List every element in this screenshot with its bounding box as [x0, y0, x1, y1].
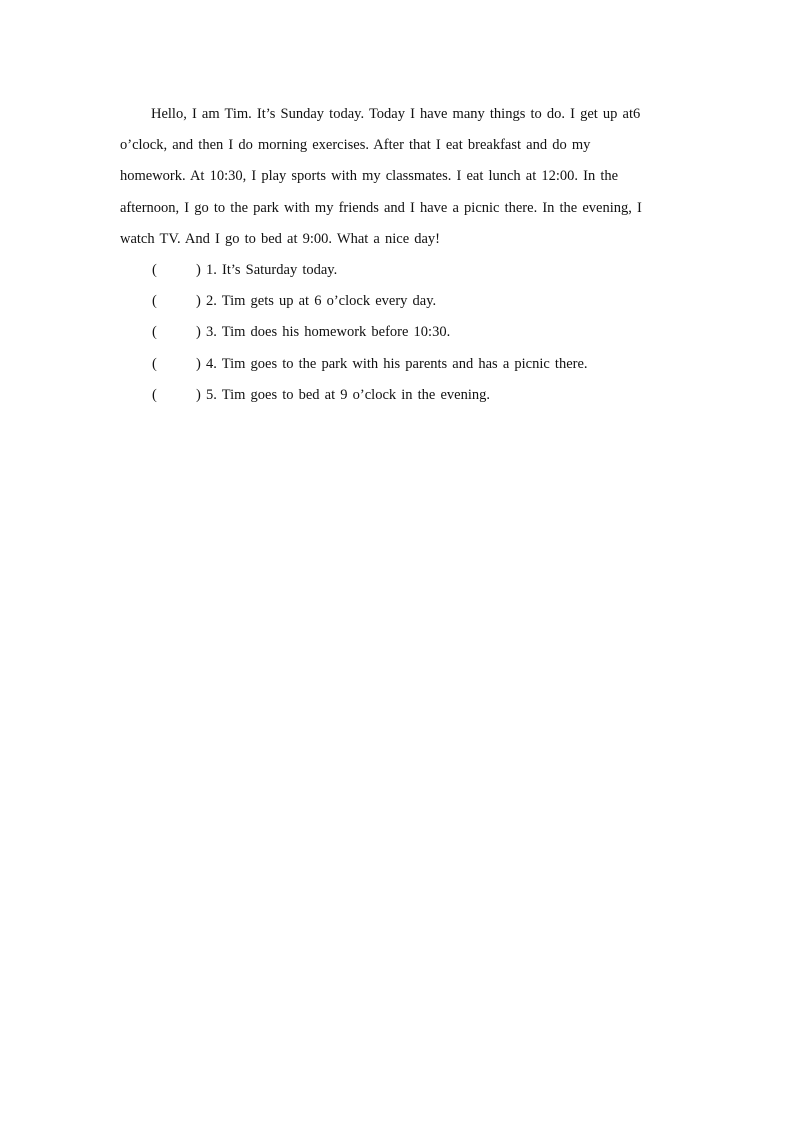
answer-blank-open: ( — [152, 386, 157, 403]
question-text: 5. Tim goes to bed at 9 o’clock in the evening. — [206, 386, 491, 403]
answer-blank-close: ) — [196, 293, 201, 310]
true-false-questions — [152, 255, 672, 411]
passage-line: watch TV. And I go to bed at 9:00. What a nice day! — [120, 230, 441, 247]
passage-line: Hello, I am Tim. It’s Sunday today. Today I have many things to do. I get up at6 — [151, 106, 641, 122]
passage-line: homework. At 10:30, I play sports with my classmates. I eat lunch at 12:00. In the — [120, 168, 619, 185]
answer-blank-close: ) — [196, 324, 201, 341]
question-text: 1. It’s Saturday today. — [206, 262, 338, 278]
question-item-1 — [152, 255, 672, 286]
answer-blank-open: ( — [152, 262, 157, 278]
answer-blank-close: ) — [196, 386, 201, 403]
question-text: 2. Tim gets up at 6 o’clock every day. — [206, 293, 437, 310]
question-item-5 — [152, 380, 672, 411]
answer-blank-close: ) — [196, 355, 201, 372]
question-item-2 — [152, 286, 672, 317]
question-item-4 — [152, 349, 672, 380]
passage-line: afternoon, I go to the park with my friends and I have a picnic there. In the evening, I — [120, 199, 642, 216]
question-item-3 — [152, 317, 672, 348]
answer-blank-open: ( — [152, 293, 157, 310]
question-text: 4. Tim goes to the park with his parents and has a picnic there. — [206, 355, 588, 372]
answer-blank-open: ( — [152, 355, 157, 372]
reading-passage — [120, 99, 680, 255]
answer-blank-open: ( — [152, 324, 157, 341]
passage-line: o’clock, and then I do morning exercises. After that I eat breakfast and do my — [120, 137, 591, 154]
answer-blank-close: ) — [196, 262, 201, 278]
question-text: 3. Tim does his homework before 10:30. — [206, 324, 451, 341]
